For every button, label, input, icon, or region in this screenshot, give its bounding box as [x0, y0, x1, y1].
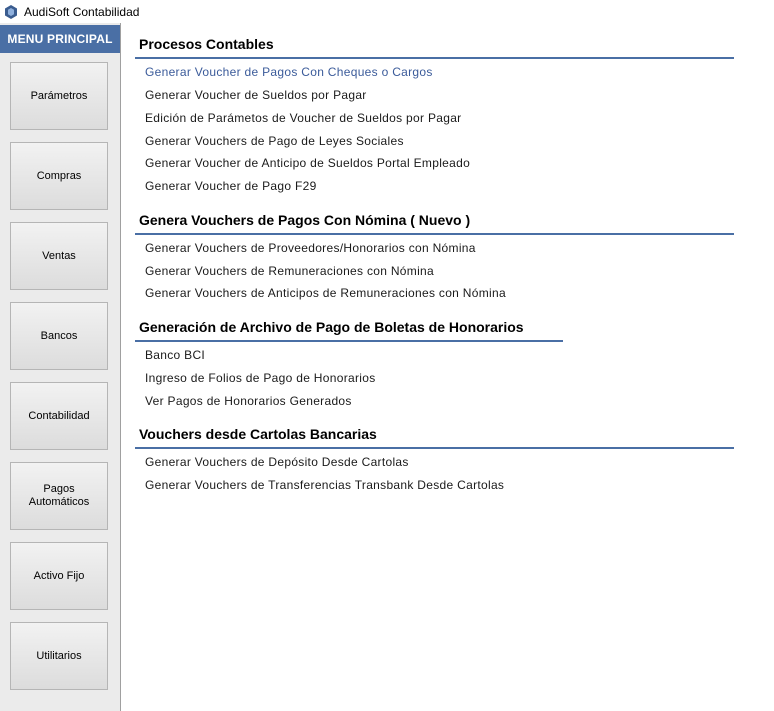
- link-edicion-parametros-voucher[interactable]: Edición de Parámetos de Voucher de Sueldos por Pagar: [145, 111, 462, 125]
- nav-button-ventas[interactable]: Ventas: [10, 222, 108, 290]
- link-vouchers-proveedores-honorarios[interactable]: Generar Vouchers de Proveedores/Honorarios con Nómina: [145, 241, 476, 255]
- section-title-vouchers-nomina: Genera Vouchers de Pagos Con Nómina ( Nuevo ): [139, 212, 471, 228]
- section-divider: [135, 233, 734, 235]
- link-vouchers-transbank-cartolas[interactable]: Generar Vouchers de Transferencias Transbank Desde Cartolas: [145, 478, 505, 492]
- link-voucher-sueldos-por-pagar[interactable]: Generar Voucher de Sueldos por Pagar: [145, 88, 367, 102]
- link-vouchers-leyes-sociales[interactable]: Generar Vouchers de Pago de Leyes Sociales: [145, 134, 404, 148]
- nav-button-pagos-automaticos[interactable]: Pagos Automáticos: [10, 462, 108, 530]
- app-logo-icon: [4, 5, 18, 19]
- main-menu-sidebar: [0, 23, 121, 711]
- section-title-cartolas-bancarias: Vouchers desde Cartolas Bancarias: [139, 426, 377, 442]
- content-panel: [121, 23, 774, 711]
- section-title-archivo-pago-honorarios: Generación de Archivo de Pago de Boletas de Honorarios: [139, 319, 524, 335]
- nav-button-parametros[interactable]: Parámetros: [10, 62, 108, 130]
- link-voucher-anticipo-sueldos[interactable]: Generar Voucher de Anticipo de Sueldos Portal Empleado: [145, 156, 471, 170]
- link-ingreso-folios-honorarios[interactable]: Ingreso de Folios de Pago de Honorarios: [145, 371, 376, 385]
- section-divider: [135, 340, 563, 342]
- nav-button-activo-fijo[interactable]: Activo Fijo: [10, 542, 108, 610]
- nav-button-compras[interactable]: Compras: [10, 142, 108, 210]
- link-voucher-pago-f29[interactable]: Generar Voucher de Pago F29: [145, 179, 317, 193]
- link-banco-bci[interactable]: Banco BCI: [145, 348, 206, 362]
- link-vouchers-anticipos-remuneraciones[interactable]: Generar Vouchers de Anticipos de Remuneraciones con Nómina: [145, 286, 506, 300]
- nav-button-contabilidad[interactable]: Contabilidad: [10, 382, 108, 450]
- nav-button-utilitarios[interactable]: Utilitarios: [10, 622, 108, 690]
- main-menu-header: MENU PRINCIPAL: [0, 25, 120, 53]
- section-divider: [135, 447, 734, 449]
- window-title: AudiSoft Contabilidad: [24, 4, 140, 19]
- link-voucher-pagos-cheques[interactable]: Generar Voucher de Pagos Con Cheques o Cargos: [145, 65, 433, 79]
- section-divider: [135, 57, 734, 59]
- link-vouchers-remuneraciones[interactable]: Generar Vouchers de Remuneraciones con Nómina: [145, 264, 434, 278]
- link-ver-pagos-honorarios[interactable]: Ver Pagos de Honorarios Generados: [145, 394, 352, 408]
- section-title-procesos-contables: Procesos Contables: [139, 36, 274, 52]
- nav-button-bancos[interactable]: Bancos: [10, 302, 108, 370]
- title-bar: [0, 0, 774, 23]
- link-vouchers-deposito-cartolas[interactable]: Generar Vouchers de Depósito Desde Cartolas: [145, 455, 409, 469]
